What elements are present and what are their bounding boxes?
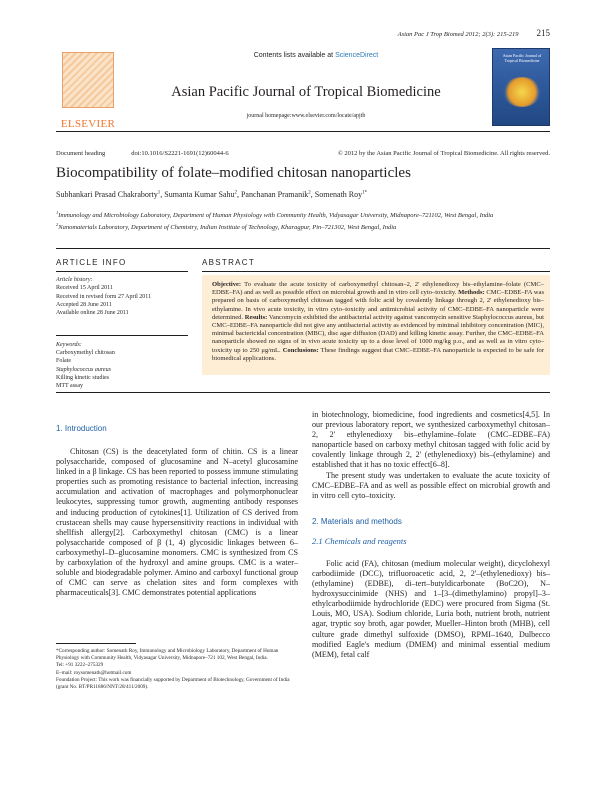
abstract-rule	[202, 271, 550, 272]
left-column	[56, 410, 298, 690]
journal-homepage[interactable]: journal homepage:www.elsevier.com/locate/apjtb	[246, 113, 366, 119]
affiliation: $^1$Immunology and Microbiology Laboratory, Department of Human Physiology with Community Health, Vidyasagar University, Midnapore–721102, West Bengal, India	[56, 210, 494, 220]
tree-icon	[62, 52, 114, 108]
methods-text: CMC–EDBE–FA was prepared on basis of carboxymethyl chitosan tagged with folic acid by covalently linkage through 2, 2' ethylenedioxy bis–ethylamine. In vivo acute toxicity, in vitro cyto–toxicity and antimicrobial activity of CMC–EDBE–FA nanoparticle were determined.	[212, 289, 544, 321]
author: Sumanta Kumar Sahu$^2$,	[164, 190, 241, 199]
conclusions-label: Conclusions:	[282, 346, 319, 354]
header-divider	[56, 248, 550, 249]
history-item: Received 15 April 2011	[56, 285, 113, 292]
publisher-name: ELSEVIER	[60, 118, 116, 130]
body-columns	[56, 410, 550, 809]
abstract-divider	[56, 392, 550, 393]
history-item: Received in revised form 27 April 2011	[56, 293, 152, 300]
contents-prefix: Contents lists available at	[253, 52, 336, 59]
affiliation: $^2$Nanomaterials Laboratory, Department of Chemistry, Indian Institute of Technology, Kharagpur, Pin–721302, West Bengal, India	[56, 221, 397, 231]
body-paragraph: Chitosan (CS) is the deacetylated form of chitin. CS is a linear polysaccharide, composed of glucosamine and N–acetyl glucosamine linked in a β linkage. CS has been reported to possess immune stimulating properties such as promoting resistance to bacterial infection, increasing accumulation and activation of macrophages and polymorphonuclear leukocytes, suppressing tumor growth, augmenting antibody responses and inducing production of cytokines[1]. Utilization of CS derived from crustacean shells may cause hypersensitivity reactions in individual with shellfish allergy[2]. Carboxymethyl chitosan (CMC) is a linear polysaccharide composed of β (1, 4) glycosidic linkages between 6–carboxymethyl–D–glucosamine monomers. CMC is synthesized from CS by carboxylation of the hydroxyl and amine groups. CMC is a water–soluble and biodegradable polymer. Amino and carboxyl functional group of CMC can serve as chelation sites and form complexes with pharmaceuticals[3]. CMC demonstrates potential applications	[56, 447, 298, 598]
keywords	[56, 341, 188, 390]
elsevier-logo	[56, 52, 120, 130]
methods-label: Methods:	[458, 289, 485, 297]
right-column	[312, 410, 550, 660]
article-history	[56, 276, 188, 317]
history-item: Accepted 28 June 2011	[56, 301, 112, 308]
footnote-rule	[56, 643, 136, 644]
journal-name: Asian Pacific Journal of Tropical Biomedicine	[171, 84, 441, 100]
article-info-rule	[56, 271, 188, 272]
cover-art-icon	[503, 77, 541, 107]
section-heading-introduction: 1. Introduction	[56, 424, 107, 433]
article-history-title: Article history:	[56, 277, 93, 283]
email-note[interactable]: E–mail: roysomenath@hotmail.com	[56, 669, 132, 676]
keywords-rule	[56, 335, 188, 336]
abstract-body	[202, 275, 550, 375]
body-paragraph: in biotechnology, biomedicine, food ingredients and cosmetics[4,5]. In our previous laboratory report, we synthesized carboxymethyl chitosan–2, 2' ethylenedioxy bis–ethylamine–folate (CMC–EDBE–FA) nanoparticle based on carboxy methyl chitosan tagged with folic acid by covalently linkage through 2, 2' (ethylenedioxy) bis–(ethylamine) and established that it has no toxic effect[6–8].	[312, 410, 550, 470]
contents-line	[166, 52, 466, 59]
section-heading-materials-methods: 2. Materials and methods	[312, 516, 402, 526]
author: Subhankari Prasad Chakraborty$^1$,	[56, 190, 165, 199]
keyword: Killing kinetic studies	[56, 374, 109, 381]
results-text: Vancomycin exhibited the antibacterial activity against vancomycin sensitive Staphylococcus aureus, but CMC–EDBE–FA nanoparticle did not give any antibacterial activity as evidenced by minimal inhibitory concentration (MIC), minimal bactericidal concentration (MBC), disc agar diffusion (DAD) and killing kinetic assay. Further, the CMC–EDBE–FA nanoparticle showed no signs of in vivo acute toxicity up to a dose level of 1000 mg/kg p.o., and as well as in vitro cyto–toxicity up to 250 μg/mL.	[212, 313, 544, 354]
keywords-title: Keywords:	[56, 342, 82, 348]
sciencedirect-link[interactable]: ScienceDirect	[335, 52, 379, 59]
history-item: Available online 28 June 2011	[56, 310, 129, 317]
subsection-heading-chemicals: 2.1 Chemicals and reagents	[312, 535, 407, 546]
journal-masthead	[56, 44, 550, 132]
doi[interactable]: doi:10.1016/S2221-1691(12)60044-6	[131, 150, 229, 157]
keyword: Staphylococcus aureus	[56, 366, 111, 373]
author-list	[56, 190, 550, 199]
author: Panchanan Pramanik$^2$,	[240, 190, 315, 199]
article-info-label: ARTICLE INFO	[56, 258, 127, 267]
running-head: Asian Pac J Trop Biomed 2012; 2(3): 215-219	[397, 31, 519, 38]
abstract-label: ABSTRACT	[202, 258, 256, 267]
conclusions-text: These findings suggest that CMC–EDBE–FA nanoparticle is expected to be safe for biomedical applications.	[212, 346, 544, 362]
foundation-note: Foundation Project: This work was financially supported by Department of Biotechnology, Government of India (grant No. BT/PR11886/NNT/28/411/2009).	[56, 677, 290, 690]
keyword: MTT assay	[56, 383, 84, 390]
corresponding-author-note: *Corresponding author: Somenath Roy, Immunology and Microbiology Laboratory, Department of Human Physiology with Community Health, Vidyasagar University, Midnapore–721 102, West Bengal, India.	[56, 648, 279, 661]
article-title: Biocompatibility of folate–modified chitosan nanoparticles	[56, 165, 411, 181]
body-paragraph: Folic acid (FA), chitosan (medium molecular weight), dicyclohexyl carbodiimide (DCC), trifluoroacetic acid, 2, 2'–(ethylenedioxy) bis–(ethylamine) (EDBE), di–tert–butyldicarbonate (BoC2O), N–hydroxysuccinimide (NHS) and 1–[3–(dimethylamino) propyl]–3–ethylcarbodiimide hydrochloride (EDC) were procured from Sigma (St. Louis, MO, USA). Sodium chloride, Luria both, nutrient broth, nutrient agar, tryptic soy broth, agar powder, Mueller–Hinton broth (MHB), cell culture grade dimethyl sulfoxide (DMSO), RPMI–1640, Dulbecco modified Eagle's medium (DMEM) and minimal essential medium (MEM), fetal calf	[312, 558, 550, 659]
objective-text: To evaluate the acute toxicity of carboxymethyl chitosan–2, 2' ethylenedioxy bis–ethylamine–folate (CMC–EDBE–FA) and as well as possible effect on microbial growth and in vitro cell cyto–toxicity.	[212, 281, 544, 297]
document-heading-row	[56, 150, 550, 157]
page-number: 215	[536, 28, 550, 38]
results-label: Results:	[244, 313, 268, 321]
cover-title: Asian Pacific Journal of Tropical Biomedicine	[502, 53, 542, 63]
keyword: Folate	[56, 358, 71, 365]
journal-cover	[492, 48, 550, 126]
body-paragraph: The present study was undertaken to evaluate the acute toxicity of CMC–EDBE–FA and as well as possible effect on microbial growth and in vitro cell cyto–toxicity.	[312, 470, 550, 500]
keyword: Carboxymethyl chitosan	[56, 350, 115, 357]
objective-label: Objective:	[212, 281, 242, 288]
author: Somenath Roy$^{1*}$	[314, 190, 368, 199]
running-head-row	[56, 28, 550, 38]
document-heading-label: Document heading	[56, 150, 106, 157]
footnotes	[56, 648, 298, 692]
affiliations	[56, 209, 550, 232]
telephone-note: Tel: +91 3222–275329	[56, 662, 104, 669]
copyright: © 2012 by the Asian Pacific Journal of Tropical Biomedicine. All rights reserved.	[337, 150, 550, 157]
